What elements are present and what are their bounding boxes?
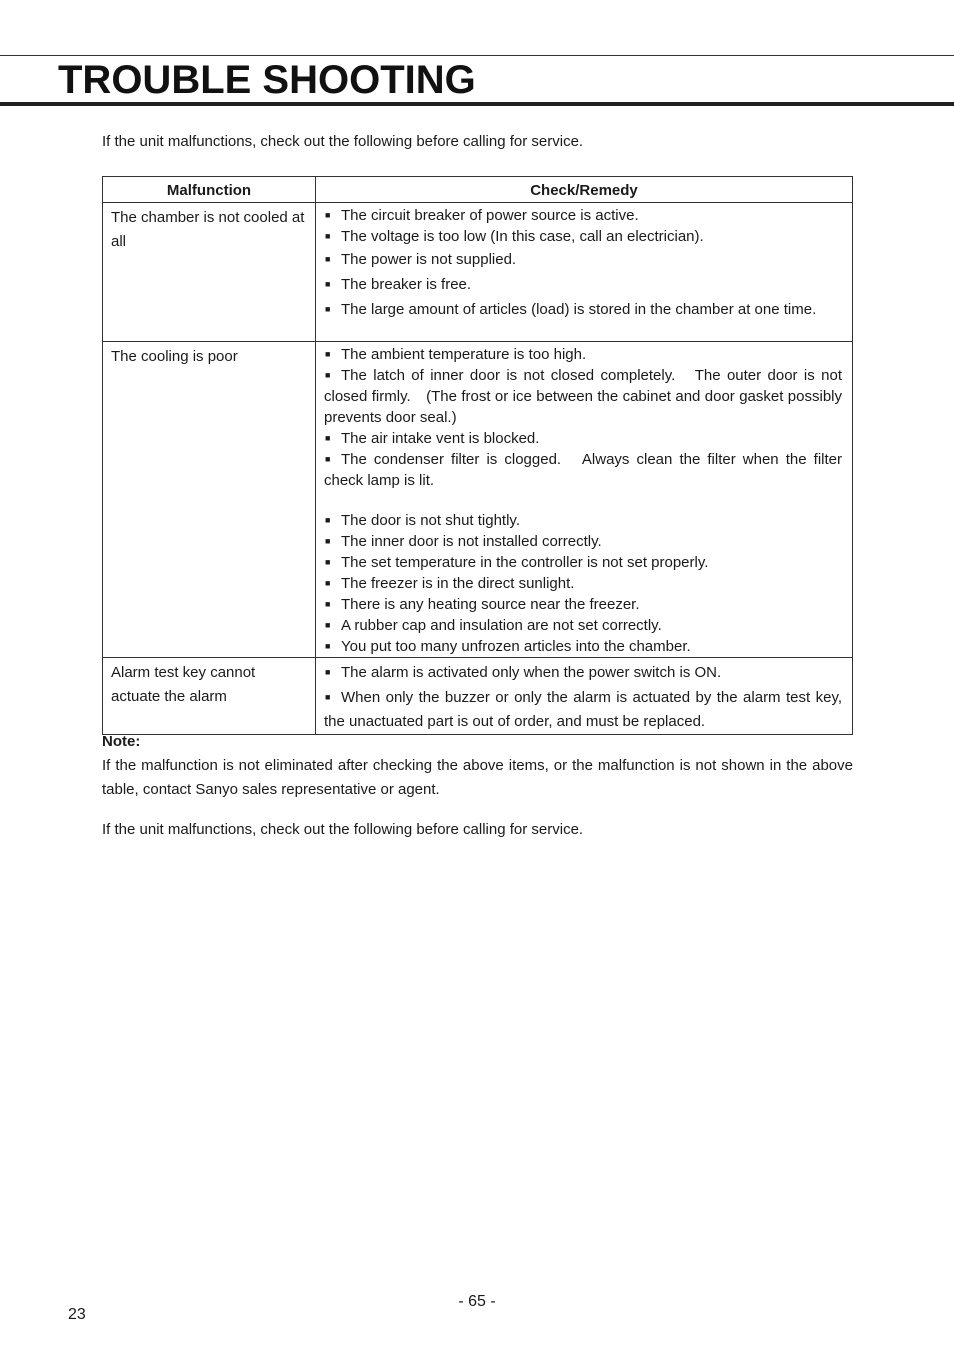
intro-text-repeat: If the unit malfunctions, check out the following before calling for service. — [102, 821, 584, 838]
page-index: 23 — [68, 1306, 86, 1323]
page-number: - 65 - — [458, 1293, 496, 1310]
square-bullet-icon: ■ — [325, 433, 331, 443]
square-bullet-icon: ■ — [325, 304, 331, 314]
remedy-item: ■ You put too many unfrozen articles into the chamber. — [325, 638, 691, 655]
remedy-item: ■ The door is not shut tightly. — [325, 512, 520, 529]
remedy-item: ■ The air intake vent is blocked. — [325, 430, 540, 447]
header-malfunction: Malfunction — [103, 177, 316, 203]
square-bullet-icon: ■ — [325, 254, 331, 264]
remedy-item: ■ The power is not supplied. — [324, 247, 842, 272]
table-header-row — [103, 177, 853, 203]
remedy-item: ■ The large amount of articles (load) is stored in the chamber at one time. — [324, 297, 842, 322]
note-text: If the malfunction is not eliminated after checking the above items, or the malfunction is not shown in the above table, contact Sanyo sales representative or agent. — [102, 757, 853, 798]
square-bullet-icon: ■ — [325, 667, 331, 677]
remedy-cell — [316, 342, 853, 658]
header-top-rule — [0, 55, 954, 56]
remedy-item: ■ The circuit breaker of power source is active. — [325, 207, 639, 224]
square-bullet-icon: ■ — [325, 210, 331, 220]
square-bullet-icon: ■ — [325, 536, 331, 546]
intro-text: If the unit malfunctions, check out the following before calling for service. — [102, 133, 584, 150]
square-bullet-icon: ■ — [325, 620, 331, 630]
square-bullet-icon: ■ — [325, 557, 331, 567]
title-underline — [0, 102, 954, 106]
remedy-cell — [316, 658, 853, 735]
square-bullet-icon: ■ — [325, 279, 331, 289]
troubleshooting-table — [102, 176, 853, 735]
header-check-remedy: Check/Remedy — [316, 177, 853, 203]
remedy-item: ■ The latch of inner door is not closed completely. The outer door is not closed firmly. (The frost or ice between the cabinet and door gasket possibly prevents door seal.) — [324, 367, 842, 426]
remedy-item: ■ The ambient temperature is too high. — [325, 346, 587, 363]
remedy-item: ■ The condenser filter is clogged. Always clean the filter when the filter check lamp is lit. — [324, 451, 842, 489]
square-bullet-icon: ■ — [325, 578, 331, 588]
table-row — [103, 203, 853, 342]
square-bullet-icon: ■ — [325, 349, 331, 359]
table-row — [103, 342, 853, 658]
remedy-item: ■ The freezer is in the direct sunlight. — [325, 575, 575, 592]
remedy-spacer — [324, 491, 842, 510]
remedy-item: ■ When only the buzzer or only the alarm is actuated by the alarm test key, the unactuated part is out of order, and must be replaced. — [324, 685, 842, 734]
table-row — [103, 658, 853, 735]
square-bullet-icon: ■ — [325, 641, 331, 651]
square-bullet-icon: ■ — [325, 231, 331, 241]
square-bullet-icon: ■ — [325, 370, 331, 380]
note-block — [102, 730, 853, 802]
remedy-item: ■ A rubber cap and insulation are not set correctly. — [325, 617, 662, 634]
square-bullet-icon: ■ — [325, 599, 331, 609]
remedy-item: ■ The breaker is free. — [324, 272, 842, 297]
note-label: Note: — [102, 733, 141, 750]
square-bullet-icon: ■ — [325, 515, 331, 525]
remedy-item: ■ There is any heating source near the freezer. — [325, 596, 640, 613]
remedy-cell — [316, 203, 853, 342]
malfunction-cell: Alarm test key cannot actuate the alarm — [103, 658, 316, 735]
remedy-item: ■ The set temperature in the controller is not set properly. — [325, 554, 709, 571]
remedy-item: ■ The alarm is activated only when the power switch is ON. — [324, 660, 842, 685]
page-title: TROUBLE SHOOTING — [58, 58, 476, 102]
malfunction-cell: The cooling is poor — [103, 342, 316, 658]
malfunction-cell: The chamber is not cooled at all — [103, 203, 316, 342]
remedy-item: ■ The voltage is too low (In this case, call an electrician). — [325, 228, 704, 245]
square-bullet-icon: ■ — [325, 692, 331, 702]
square-bullet-icon: ■ — [325, 454, 331, 464]
remedy-item: ■ The inner door is not installed correctly. — [325, 533, 602, 550]
